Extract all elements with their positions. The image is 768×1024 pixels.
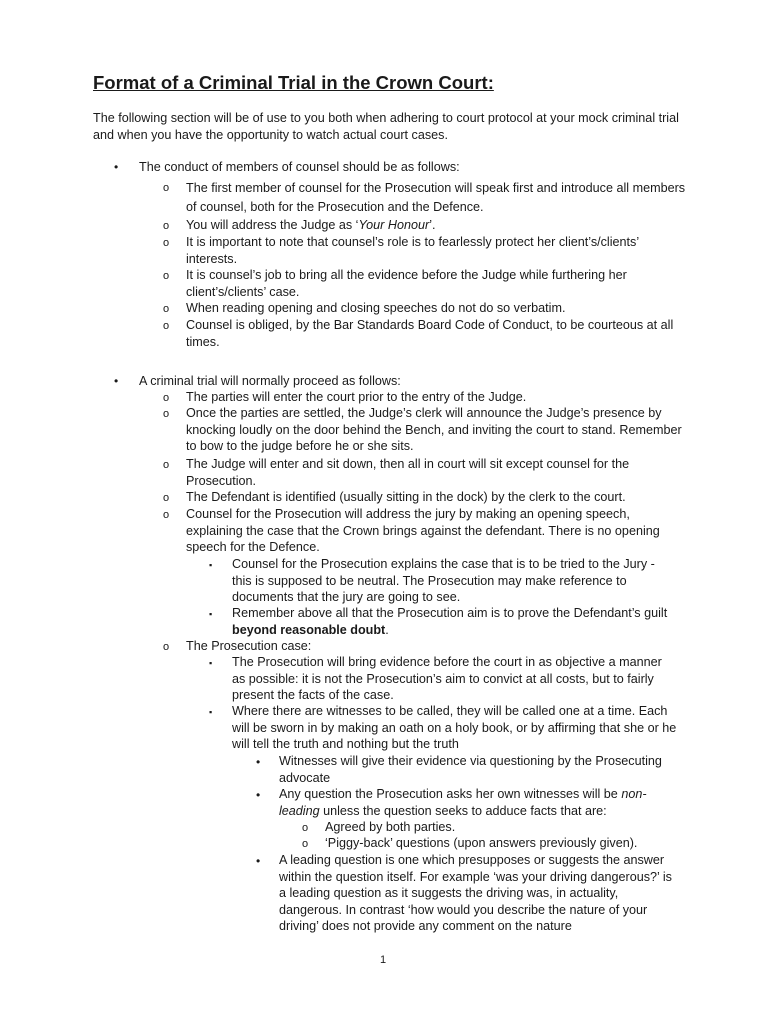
disc-bullet-icon: •: [256, 854, 261, 868]
page-title: Format of a Criminal Trial in the Crown Court:: [93, 72, 494, 93]
list-item: It is important to note that counsel’s role is to fearlessly protect her client’s/clients’ interests.: [186, 235, 639, 266]
list-item: When reading opening and closing speeches do not do so verbatim.: [186, 301, 566, 315]
list-item: A leading question is one which presupposes or suggests the answer within the question itself. For example ‘was your driving dangerous?’ is a leading question as it suggests the driving was, in actuality, dangerous. In contrast ‘how would you describe the nature of your driving’ does not provide any comment on the nature: [279, 853, 672, 934]
list-item: The Defendant is identified (usually sitting in the dock) by the clerk to the court.: [186, 490, 626, 504]
intro-paragraph: The following section will be of use to you both when adhering to court protocol at your mock criminal trial and when you have the opportunity to watch actual court cases.: [93, 111, 679, 142]
list-item: Counsel for the Prosecution explains the case that is to be tried to the Jury - this is supposed to be neutral. The Prosecution may make reference to documents that the jury are going to see.: [232, 557, 655, 605]
list-item: ‘Piggy-back’ questions (upon answers previously given).: [325, 836, 638, 850]
list-item: The parties will enter the court prior to the entry of the Judge.: [186, 390, 527, 404]
disc-bullet-icon: •: [256, 788, 261, 802]
list-item: You will address the Judge as ‘Your Honour’.: [186, 218, 436, 232]
circle-bullet-icon: o: [163, 182, 170, 194]
list-item: Remember above all that the Prosecution aim is to prove the Defendant’s guilt beyond reasonable doubt.: [232, 606, 668, 637]
circle-bullet-icon: o: [163, 303, 170, 315]
circle-bullet-icon: o: [163, 641, 170, 653]
square-bullet-icon: ▪: [209, 609, 213, 619]
list-item: Counsel is obliged, by the Bar Standards Board Code of Conduct, to be courteous at all times.: [186, 318, 674, 349]
section1-heading: The conduct of members of counsel should be as follows:: [139, 160, 460, 174]
circle-bullet-icon: o: [163, 492, 170, 504]
list-item: Where there are witnesses to be called, they will be called one at a time. Each will be sworn in by making an oath on a holy book, or by affirming that she or he will tell the truth and nothing but the truth: [232, 704, 677, 752]
circle-bullet-icon: o: [163, 320, 170, 332]
circle-bullet-icon: o: [163, 509, 170, 521]
circle-bullet-icon: o: [302, 822, 309, 834]
square-bullet-icon: ▪: [209, 707, 213, 717]
list-item: It is counsel’s job to bring all the evidence before the Judge while furthering her client’s/clients’ case.: [186, 268, 627, 299]
page-number: 1: [380, 954, 387, 966]
circle-bullet-icon: o: [163, 392, 170, 404]
circle-bullet-icon: o: [163, 270, 170, 282]
list-item: The Prosecution will bring evidence before the court in as objective a manner as possible: it is not the Prosecution’s aim to convict at all costs, but to fairly present the facts of the case.: [232, 655, 662, 703]
square-bullet-icon: ▪: [209, 658, 213, 668]
circle-bullet-icon: o: [163, 408, 170, 420]
list-item: The Prosecution case:: [186, 639, 312, 653]
disc-bullet-icon: •: [114, 160, 119, 174]
circle-bullet-icon: o: [163, 237, 170, 249]
list-item: Agreed by both parties.: [325, 820, 456, 834]
circle-bullet-icon: o: [163, 220, 170, 232]
circle-bullet-icon: o: [302, 838, 309, 850]
disc-bullet-icon: •: [256, 755, 261, 769]
list-item: The Judge will enter and sit down, then all in court will sit except counsel for the Prosecution.: [186, 457, 630, 488]
list-item: Witnesses will give their evidence via questioning by the Prosecuting advocate: [279, 754, 662, 785]
list-item: Once the parties are settled, the Judge’s clerk will announce the Judge’s presence by knocking loudly on the door behind the Bench, and inviting the court to stand. Remember to bow to the judge before he or she sits.: [186, 406, 682, 454]
section2-heading: A criminal trial will normally proceed as follows:: [139, 374, 401, 388]
list-item: Counsel for the Prosecution will address the jury by making an opening speech, explaining the case that the Crown brings against the defendant. There is no opening speech for the Defence.: [186, 507, 660, 555]
square-bullet-icon: ▪: [209, 560, 213, 570]
list-item: The first member of counsel for the Prosecution will speak first and introduce all members of counsel, both for the Prosecution and the Defence.: [186, 181, 686, 214]
list-item: Any question the Prosecution asks her own witnesses will be non-leading unless the question seeks to adduce facts that are:: [279, 787, 647, 818]
circle-bullet-icon: o: [163, 459, 170, 471]
disc-bullet-icon: •: [114, 374, 119, 388]
